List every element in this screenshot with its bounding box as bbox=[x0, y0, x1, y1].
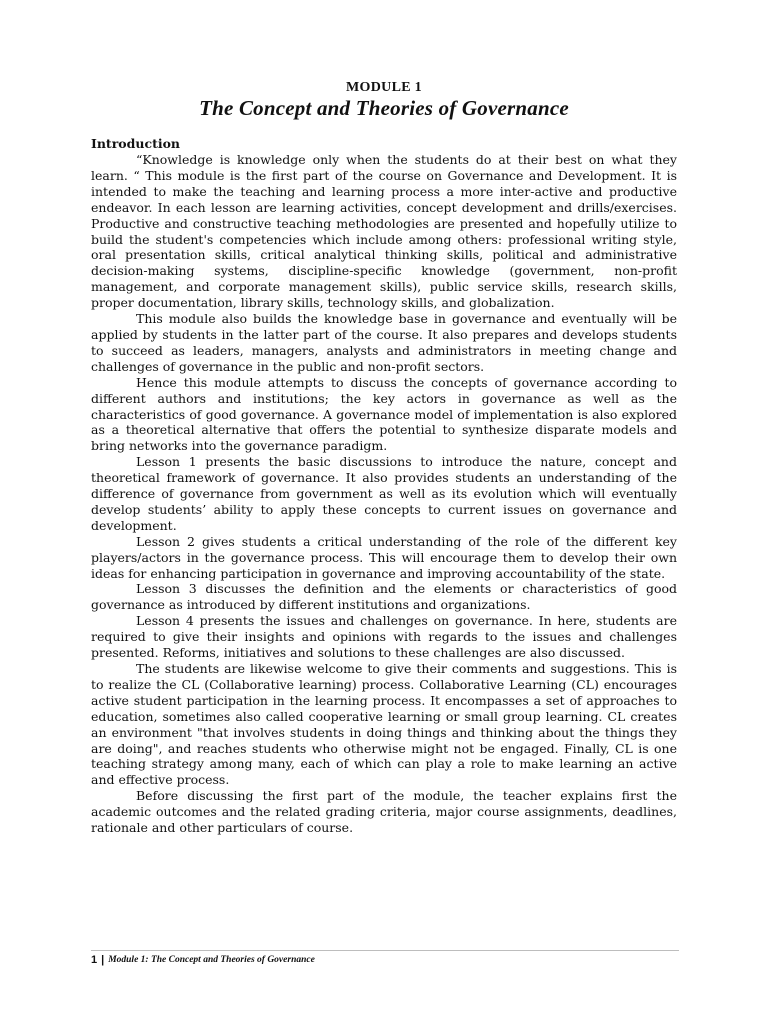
paragraph: Before discussing the first part of the module, the teacher explains first the academic outcomes and the related grading criteria, major course assignments, deadlines, rationale and other particulars of course. bbox=[91, 788, 677, 836]
page-title: The Concept and Theories of Governance bbox=[199, 96, 569, 120]
paragraph: Hence this module attempts to discuss the concepts of governance according to different authors and institutions; the key actors in governance as well as the characteristics of good governance. A governance model of implementation is also explored as a theoretical alternative that offers the potential to synthesize disparate models and bring networks into the governance paradigm. bbox=[91, 374, 677, 454]
footer-running-title: Module 1: The Concept and Theories of Governance bbox=[108, 955, 315, 965]
footer-separator: | bbox=[101, 954, 105, 966]
footer-page-number: 1 bbox=[91, 954, 98, 966]
module-label: MODULE 1 bbox=[346, 80, 422, 95]
paragraph: This module also builds the knowledge base in governance and eventually will be applied by students in the latter part of the course. It also prepares and develops students to succeed as leaders, managers, analysts and administrators in meeting change and challenges of governance in the public and non-profit sectors. bbox=[91, 311, 677, 374]
paragraph: Lesson 3 discusses the definition and the elements or characteristics of good governance as introduced by different institutions and organizations. bbox=[91, 581, 677, 613]
page-footer bbox=[91, 954, 315, 966]
paragraph: “Knowledge is knowledge only when the students do at their best on what they learn. “ This module is the first part of the course on Governance and Development. It is intended to make the teaching and learning process a more inter-active and productive endeavor. In each lesson are learning activities, concept development and drills/exercises. Productive and constructive teaching methodologies are presented and hopefully utilize to build the student's competencies which include among others: professional writing style, oral presentation skills, critical analytical thinking skills, political and administrative decision-making systems, discipline-specific knowledge (government, non-profit management, and corporate management skills), public service skills, research skills, proper documentation, library skills, technology skills, and globalization. bbox=[91, 152, 677, 311]
paragraph: Lesson 4 presents the issues and challenges on governance. In here, students are required to give their insights and opinions with regards to the issues and challenges presented. Reforms, initiatives and solutions to these challenges are also discussed. bbox=[91, 613, 677, 661]
section-heading-introduction: Introduction bbox=[91, 136, 181, 151]
paragraph: The students are likewise welcome to give their comments and suggestions. This is to realize the CL (Collaborative learning) process. Collaborative Learning (CL) encourages active student participation in the learning process. It encompasses a set of approaches to education, sometimes also called cooperative learning or small group learning. CL creates an environment "that involves students in doing things and thinking about the things they are doing", and reaches students who otherwise might not be engaged. Finally, CL is one teaching strategy among many, each of which can play a role to make learning an active and effective process. bbox=[91, 661, 677, 788]
document-body bbox=[91, 135, 677, 836]
paragraph: Lesson 1 presents the basic discussions to introduce the nature, concept and theoretical framework of governance. It also provides students an understanding of the difference of governance from government as well as its evolution which will eventually develop students’ ability to apply these concepts to current issues on governance and development. bbox=[91, 454, 677, 533]
paragraph: Lesson 2 gives students a critical understanding of the role of the different key players/actors in the governance process. This will encourage them to develop their own ideas for enhancing participation in governance and improving accountability of the state. bbox=[91, 533, 677, 581]
footer-divider bbox=[91, 950, 679, 951]
